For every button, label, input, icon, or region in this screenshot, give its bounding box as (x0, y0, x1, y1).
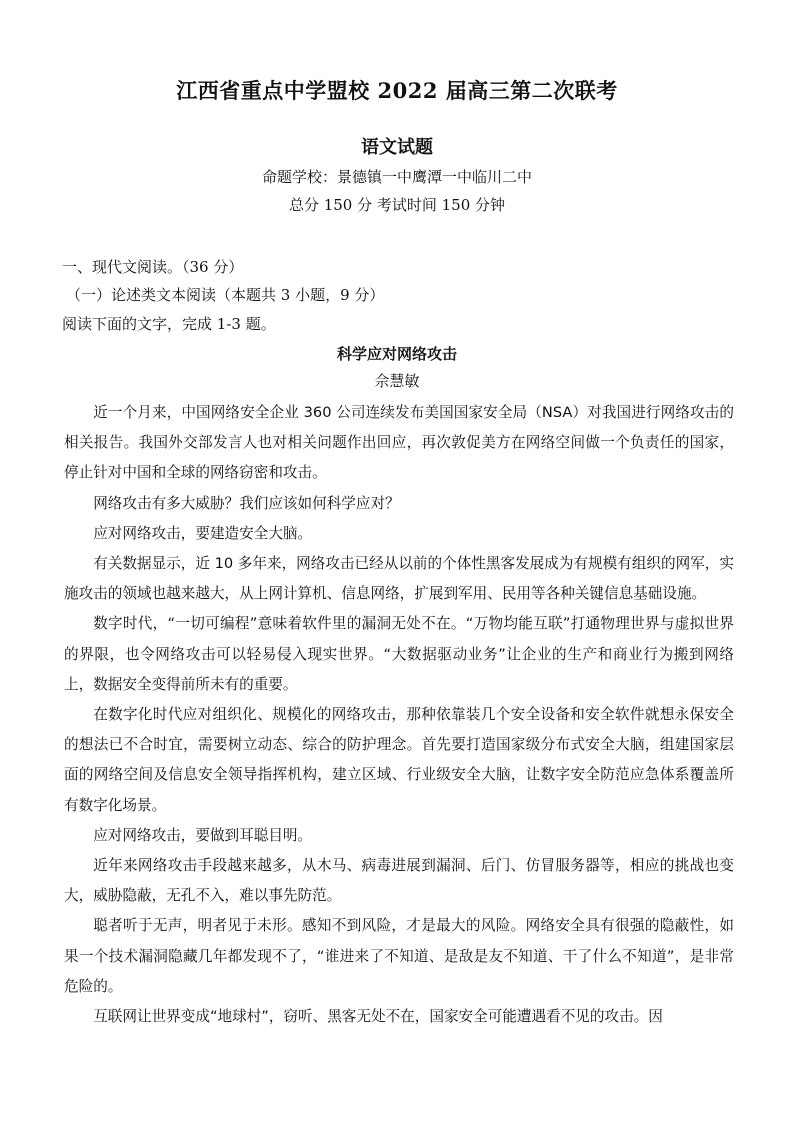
schools-line: 命题学校：景德镇一中鹰潭一中临川二中 (261, 168, 532, 186)
article-author: 佘慧敏 (374, 372, 420, 390)
paragraph: 近一个月来，中国网络安全企业 360 公司连续发布美国国家安全局（NSA）对我国进行网络攻击的相关报告。我国外交部发言人也对相关问题作出回应，再次敦促美方在网络空间做一个负责任的国家，停止针对中国和全球的网络窃密和攻击。 (64, 404, 734, 482)
paragraph: 应对网络攻击，要做到耳聪目明。 (93, 826, 313, 844)
section-heading: 一、现代文阅读。（36 分） (62, 258, 244, 276)
reading-instruction: 阅读下面的文字，完成 1-3 题。 (62, 315, 276, 333)
paragraph: 近年来网络攻击手段越来越多，从木马、病毒进展到漏洞、后门、仿冒服务器等，相应的挑战也变大，威胁隐蔽，无孔不入，难以事先防范。 (64, 857, 734, 905)
subsection-heading: （一）论述类文本阅读（本题共 3 小题，9 分） (66, 286, 385, 304)
paragraph: 互联网让世界变成“地球村”，窃听、黑客无处不在，国家安全可能遭遇看不见的攻击。因 (93, 1008, 663, 1026)
paragraph: 数字时代，“一切可编程”意味着软件里的漏洞无处不在。“万物均能互联”打通物理世界与虚拟世界的界限，也令网络攻击可以轻易侵入现实世界。“大数据驱动业务”让企业的生产和商业行为搬到网络上，数据安全变得前所未有的重要。 (64, 615, 734, 693)
exam-title: 江西省重点中学盟校 2022 届高三第二次联考 (176, 78, 618, 103)
paragraph: 聪者听于无声，明者见于未形。感知不到风险，才是最大的风险。网络安全具有很强的隐蔽性，如果一个技术漏洞隐藏几年都发现不了，“谁进来了不知道、是敌是友不知道、干了什么不知道”，是非常危险的。 (64, 917, 734, 995)
paragraph: 网络攻击有多大威胁？我们应该如何科学应对？ (93, 494, 400, 512)
paragraph: 在数字化时代应对组织化、规模化的网络攻击，那种依靠装几个安全设备和安全软件就想永保安全的想法已不合时宜，需要树立动态、综合的防护理念。首先要打造国家级分布式安全大脑，组建国家层面的网络空间及信息安全领导指挥机构，建立区域、行业级安全大脑，让数字安全防范应急体系覆盖所有数字化场景。 (64, 706, 734, 814)
paragraph: 应对网络攻击，要建造安全大脑。 (93, 524, 313, 542)
paragraph: 有关数据显示，近 10 多年来，网络攻击已经从以前的个体性黑客发展成为有规模有组织的网军，实施攻击的领域也越来越大，从上网计算机、信息网络，扩展到军用、民用等各种关键信息基础设施。 (64, 555, 734, 603)
article-body (64, 398, 734, 1032)
subject-title: 语文试题 (361, 137, 433, 158)
article-title: 科学应对网络攻击 (336, 345, 457, 363)
score-time-line: 总分 150 分 考试时间 150 分钟 (288, 196, 506, 214)
